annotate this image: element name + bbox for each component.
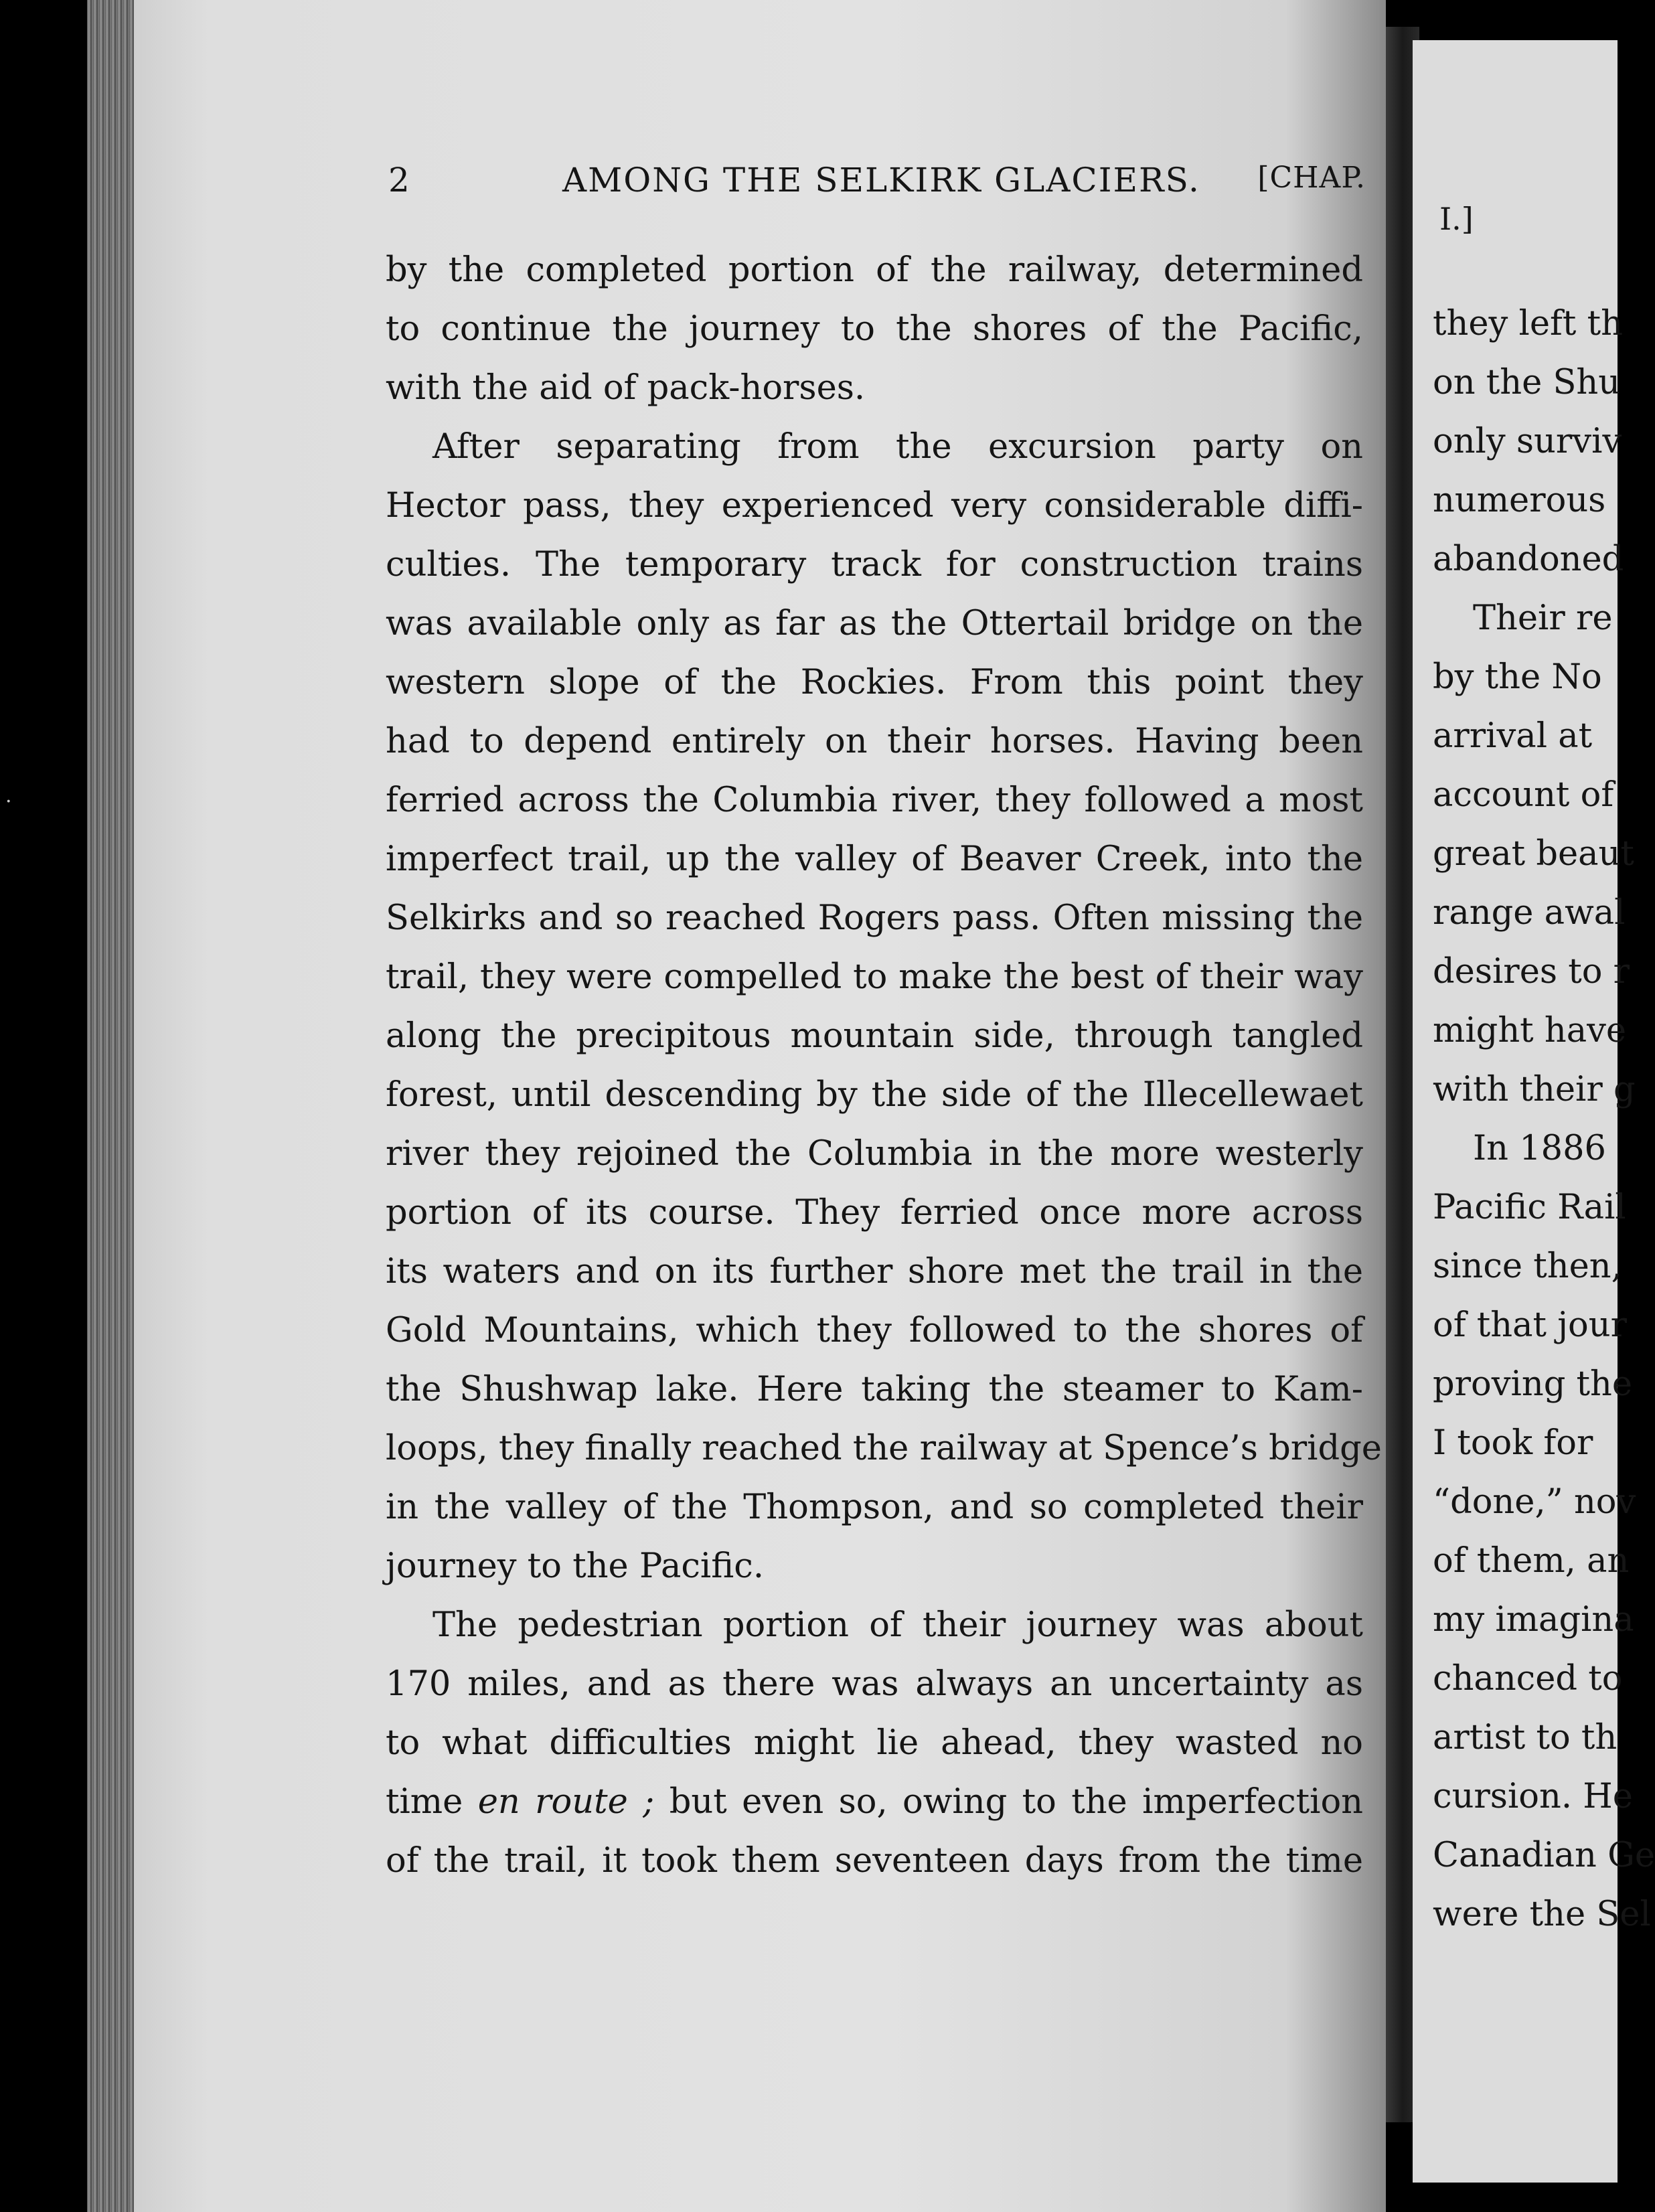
text-line-fragment: Pacific Rail: [1433, 1188, 1626, 1227]
text-line-fragment: desires to r: [1433, 952, 1630, 992]
running-head: [388, 161, 1366, 208]
text-line-fragment: “done,” nov: [1433, 1482, 1636, 1522]
text-line: its waters and on its further shore met the trail in the: [386, 1252, 1363, 1291]
text-line-fragment: with their g: [1433, 1070, 1636, 1109]
text-line-fragment: of that jour: [1433, 1306, 1627, 1345]
text-line: western slope of the Rockies. From this point they: [386, 663, 1363, 702]
text-line: had to depend entirely on their horses. Having been: [386, 722, 1363, 761]
text-line: The pedestrian portion of their journey was about: [432, 1605, 1363, 1645]
text-line-fragment: by the No: [1433, 657, 1602, 697]
text-line: Selkirks and so reached Rogers pass. Often missing the: [386, 898, 1363, 938]
text-line-fragment: In 1886: [1473, 1129, 1606, 1168]
text-line-fragment: since then,: [1433, 1247, 1622, 1286]
scan-speck: ·: [5, 790, 12, 813]
text-line-fragment: account of: [1433, 775, 1614, 815]
text-line: ferried across the Columbia river, they followed a most: [386, 781, 1363, 820]
text-line: to continue the journey to the shores of the Pacific,: [386, 309, 1363, 349]
text-line: Hector pass, they experienced very considerable diffi-: [386, 486, 1363, 526]
text-line-fragment: I took for: [1433, 1423, 1593, 1463]
right-page: [1413, 40, 1655, 2183]
text-line-fragment: cursion. He: [1433, 1777, 1633, 1816]
text-line: by the completed portion of the railway, determined: [386, 250, 1363, 290]
text-line-fragment: only surviv: [1433, 422, 1622, 461]
text-line: in the valley of the Thompson, and so completed their: [386, 1488, 1363, 1527]
text-line-fragment: abandoned: [1433, 540, 1624, 579]
text-line: portion of its course. They ferried once more across: [386, 1193, 1363, 1233]
text-line: journey to the Pacific.: [386, 1547, 765, 1586]
text-line-fragment: my imagina: [1433, 1600, 1634, 1640]
text-line-fragment: numerous: [1433, 481, 1606, 520]
text-line: loops, they finally reached the railway at Spence’s bridge: [386, 1429, 1382, 1468]
text-line-fragment: artist to th: [1433, 1718, 1618, 1757]
text-line: with the aid of pack-horses.: [386, 368, 866, 408]
text-line-fragment: Canadian Ge: [1433, 1836, 1655, 1875]
chapter-marker: [CHAP.: [1257, 161, 1366, 195]
running-title: AMONG THE SELKIRK GLACIERS.: [562, 161, 1200, 200]
text-line-fragment: of them, an: [1433, 1541, 1630, 1581]
text-line: the Shushwap lake. Here taking the steamer to Kam-: [386, 1370, 1363, 1409]
text-line-fragment: on the Shu: [1433, 363, 1621, 402]
page-number: 2: [388, 161, 410, 200]
text-line: forest, until descending by the side of the Illecellewaet: [386, 1075, 1363, 1115]
text-line-fragment: Their re: [1473, 599, 1613, 638]
text-line-fragment: great beaut: [1433, 834, 1634, 874]
body-text: [386, 241, 1382, 1891]
text-line: was available only as far as the Ottertail bridge on the: [386, 604, 1363, 643]
text-line: of the trail, it took them seventeen days from the time: [386, 1841, 1363, 1881]
text-line: imperfect trail, up the valley of Beaver Creek, into the: [386, 840, 1363, 879]
text-line: trail, they were compelled to make the best of their way: [386, 957, 1363, 997]
text-line-fragment: proving the: [1433, 1364, 1633, 1404]
text-line-fragment: might have: [1433, 1011, 1627, 1050]
text-line: [386, 1773, 1363, 1832]
text-line-fragment: arrival at: [1433, 716, 1593, 756]
page-edges: [87, 0, 134, 2212]
text-line: After separating from the excursion party on: [432, 427, 1363, 467]
text-line: 170 miles, and as there was always an uncertainty as: [386, 1664, 1363, 1704]
text-segment: but even so, owing to the imperfection: [654, 1782, 1363, 1822]
text-line-fragment: chanced to: [1433, 1659, 1623, 1698]
text-line: along the precipitous mountain side, through tangled: [386, 1016, 1363, 1056]
right-page-text: [1433, 295, 1655, 1944]
italic-phrase: en route ;: [477, 1782, 655, 1822]
text-line-fragment: were the Sel: [1433, 1895, 1651, 1934]
right-running-head: I.]: [1439, 201, 1474, 237]
text-line-fragment: range awal: [1433, 893, 1626, 933]
text-line: Gold Mountains, which they followed to the shores of: [386, 1311, 1363, 1350]
text-line-fragment: they left th: [1433, 304, 1623, 343]
text-line: culties. The temporary track for construction trains: [386, 545, 1363, 584]
text-segment: time: [386, 1782, 478, 1822]
text-line: to what difficulties might lie ahead, they wasted no: [386, 1723, 1363, 1763]
text-line: river they rejoined the Columbia in the more westerly: [386, 1134, 1363, 1174]
